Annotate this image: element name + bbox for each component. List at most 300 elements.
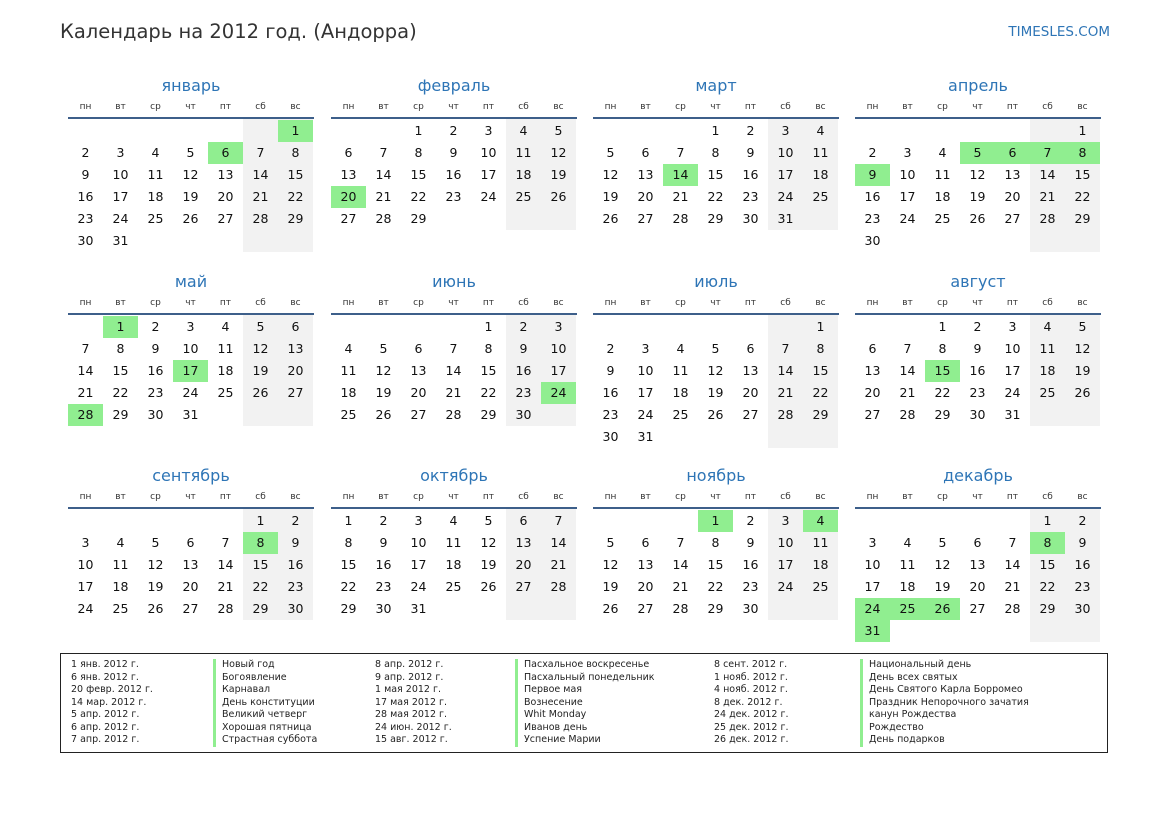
day-cell: 3 bbox=[781, 513, 790, 528]
holiday-day: 9 bbox=[855, 164, 890, 186]
weekday-header: ср bbox=[413, 102, 424, 112]
day-cell: 22 bbox=[934, 385, 951, 400]
day-cell: 28 bbox=[672, 211, 689, 226]
day-cell: 12 bbox=[182, 167, 199, 182]
day-cell: 22 bbox=[410, 189, 427, 204]
day-cell: 18 bbox=[812, 557, 829, 572]
day-cell: 6 bbox=[746, 341, 755, 356]
day-cell: 4 bbox=[676, 341, 685, 356]
day-cell: 25 bbox=[445, 579, 462, 594]
weekday-header: сб bbox=[780, 492, 791, 502]
day-cell: 19 bbox=[252, 363, 269, 378]
day-cell: 13 bbox=[287, 341, 304, 356]
month-name: январь bbox=[161, 76, 221, 95]
weekday-header: пт bbox=[1006, 492, 1019, 502]
day-cell: 1 bbox=[256, 513, 265, 528]
day-cell: 13 bbox=[637, 557, 654, 572]
site-link[interactable]: TIMESLES.COM bbox=[1008, 24, 1110, 40]
day-cell: 13 bbox=[217, 167, 234, 182]
weekday-header: вт bbox=[115, 492, 126, 502]
day-cell: 30 bbox=[1074, 601, 1091, 616]
day-cell: 4 bbox=[519, 123, 528, 138]
day-cell: 4 bbox=[938, 145, 947, 160]
day-cell: 31 bbox=[182, 407, 199, 422]
day-cell: 6 bbox=[344, 145, 353, 160]
day-cell: 24 bbox=[777, 579, 794, 594]
day-cell: 1 bbox=[1078, 123, 1087, 138]
day-cell: 18 bbox=[445, 557, 462, 572]
day-cell: 30 bbox=[602, 429, 619, 444]
day-cell: 17 bbox=[77, 579, 94, 594]
weekday-header: пт bbox=[219, 102, 232, 112]
day-cell: 25 bbox=[340, 407, 357, 422]
day-cell: 16 bbox=[375, 557, 392, 572]
legend-date: 25 дек. 2012 г. bbox=[714, 721, 789, 733]
month-name: июль bbox=[694, 272, 738, 291]
legend-holiday-name: День всех святых bbox=[860, 672, 1029, 685]
day-cell: 19 bbox=[182, 189, 199, 204]
day-cell: 2 bbox=[746, 513, 755, 528]
month-calendar bbox=[855, 466, 1101, 642]
weekday-header: чт bbox=[448, 102, 459, 112]
day-cell: 16 bbox=[287, 557, 304, 572]
day-cell: 12 bbox=[602, 167, 619, 182]
weekday-header: вс bbox=[553, 492, 564, 502]
day-cell: 21 bbox=[77, 385, 94, 400]
day-cell: 20 bbox=[217, 189, 234, 204]
day-cell: 29 bbox=[252, 601, 269, 616]
day-cell: 8 bbox=[816, 341, 825, 356]
weekday-header: сб bbox=[1042, 492, 1053, 502]
weekday-header: вс bbox=[290, 102, 301, 112]
day-cell: 18 bbox=[147, 189, 164, 204]
day-cell: 5 bbox=[938, 535, 947, 550]
day-cell: 18 bbox=[934, 189, 951, 204]
day-cell: 14 bbox=[777, 363, 794, 378]
day-cell: 10 bbox=[550, 341, 567, 356]
holiday-day: 31 bbox=[855, 620, 890, 642]
legend-holiday-name: Whit Monday bbox=[515, 709, 655, 722]
day-cell: 25 bbox=[812, 189, 829, 204]
day-cell: 17 bbox=[777, 167, 794, 182]
weekday-header: сб bbox=[518, 492, 529, 502]
day-cell: 2 bbox=[449, 123, 458, 138]
day-cell: 15 bbox=[1074, 167, 1091, 182]
day-cell: 16 bbox=[515, 363, 532, 378]
weekday-header: чт bbox=[185, 102, 196, 112]
day-cell: 2 bbox=[151, 319, 160, 334]
day-cell: 13 bbox=[637, 167, 654, 182]
weekday-header: пт bbox=[482, 492, 495, 502]
day-cell: 5 bbox=[186, 145, 195, 160]
weekday-header: пт bbox=[482, 102, 495, 112]
day-cell: 6 bbox=[186, 535, 195, 550]
day-cell: 1 bbox=[1043, 513, 1052, 528]
holiday-day: 6 bbox=[208, 142, 243, 164]
day-cell: 2 bbox=[291, 513, 300, 528]
holiday-day: 5 bbox=[960, 142, 995, 164]
day-cell: 30 bbox=[287, 601, 304, 616]
day-cell: 20 bbox=[864, 385, 881, 400]
day-cell: 10 bbox=[637, 363, 654, 378]
month-calendar bbox=[331, 466, 577, 620]
day-cell: 11 bbox=[812, 535, 829, 550]
day-cell: 13 bbox=[864, 363, 881, 378]
weekday-header: чт bbox=[710, 492, 721, 502]
day-cell: 22 bbox=[707, 579, 724, 594]
day-cell: 29 bbox=[287, 211, 304, 226]
day-cell: 9 bbox=[1078, 535, 1087, 550]
day-cell: 23 bbox=[147, 385, 164, 400]
legend-holiday-name: Вознесение bbox=[515, 697, 655, 710]
day-cell: 13 bbox=[340, 167, 357, 182]
weekday-header: сб bbox=[518, 298, 529, 308]
weekday-header: вт bbox=[640, 102, 651, 112]
month-name: май bbox=[174, 272, 208, 291]
day-cell: 16 bbox=[445, 167, 462, 182]
day-cell: 10 bbox=[777, 535, 794, 550]
day-cell: 4 bbox=[151, 145, 160, 160]
legend-date: 24 дек. 2012 г. bbox=[714, 709, 789, 720]
day-cell: 7 bbox=[221, 535, 230, 550]
day-cell: 21 bbox=[375, 189, 392, 204]
month-calendar bbox=[68, 76, 314, 252]
day-cell: 27 bbox=[637, 601, 654, 616]
day-cell: 7 bbox=[676, 145, 685, 160]
day-cell: 27 bbox=[864, 407, 881, 422]
weekday-header: вт bbox=[902, 102, 913, 112]
day-cell: 10 bbox=[112, 167, 129, 182]
day-cell: 11 bbox=[1039, 341, 1056, 356]
holiday-day: 24 bbox=[855, 598, 890, 620]
day-cell: 16 bbox=[147, 363, 164, 378]
day-cell: 29 bbox=[707, 601, 724, 616]
day-cell: 5 bbox=[554, 123, 563, 138]
legend-date: 5 апр. 2012 г. bbox=[71, 709, 140, 720]
day-cell: 24 bbox=[77, 601, 94, 616]
day-cell: 28 bbox=[445, 407, 462, 422]
day-cell: 6 bbox=[291, 319, 300, 334]
legend-date: 1 нояб. 2012 г. bbox=[714, 671, 788, 683]
day-cell: 19 bbox=[707, 385, 724, 400]
day-cell: 15 bbox=[252, 557, 269, 572]
day-cell: 12 bbox=[147, 557, 164, 572]
month-calendar bbox=[593, 272, 839, 448]
day-cell: 20 bbox=[969, 579, 986, 594]
weekday-header: чт bbox=[448, 298, 459, 308]
day-cell: 31 bbox=[637, 429, 654, 444]
legend-date-column bbox=[71, 659, 153, 747]
legend-date: 8 сент. 2012 г. bbox=[714, 659, 788, 670]
weekday-header: пт bbox=[744, 492, 757, 502]
day-cell: 12 bbox=[480, 535, 497, 550]
day-cell: 23 bbox=[1074, 579, 1091, 594]
day-cell: 3 bbox=[781, 123, 790, 138]
day-cell: 2 bbox=[81, 145, 90, 160]
day-cell: 13 bbox=[742, 363, 759, 378]
legend-holiday-name: День Святого Карла Борромео bbox=[860, 684, 1029, 697]
day-cell: 29 bbox=[1039, 601, 1056, 616]
day-cell: 9 bbox=[449, 145, 458, 160]
day-cell: 27 bbox=[637, 211, 654, 226]
weekday-header: ср bbox=[150, 492, 161, 502]
legend-date: 1 янв. 2012 г. bbox=[71, 659, 139, 670]
day-cell: 22 bbox=[112, 385, 129, 400]
day-cell: 23 bbox=[375, 579, 392, 594]
day-cell: 17 bbox=[410, 557, 427, 572]
month-name: август bbox=[950, 272, 1006, 291]
day-cell: 27 bbox=[217, 211, 234, 226]
day-cell: 25 bbox=[147, 211, 164, 226]
day-cell: 21 bbox=[1039, 189, 1056, 204]
weekday-header: пн bbox=[604, 492, 617, 502]
day-cell: 11 bbox=[112, 557, 129, 572]
day-cell: 24 bbox=[1004, 385, 1021, 400]
day-cell: 29 bbox=[707, 211, 724, 226]
day-cell: 28 bbox=[550, 579, 567, 594]
day-cell: 29 bbox=[112, 407, 129, 422]
weekday-header: вс bbox=[1077, 298, 1088, 308]
day-cell: 7 bbox=[554, 513, 563, 528]
day-cell: 15 bbox=[480, 363, 497, 378]
day-cell: 9 bbox=[151, 341, 160, 356]
day-cell: 27 bbox=[969, 601, 986, 616]
day-cell: 9 bbox=[973, 341, 982, 356]
weekday-header: вс bbox=[290, 492, 301, 502]
holiday-day: 17 bbox=[173, 360, 208, 382]
day-cell: 26 bbox=[147, 601, 164, 616]
day-cell: 17 bbox=[899, 189, 916, 204]
holiday-day: 1 bbox=[698, 510, 733, 532]
day-cell: 30 bbox=[742, 601, 759, 616]
day-cell: 11 bbox=[672, 363, 689, 378]
weekday-header: сб bbox=[1042, 102, 1053, 112]
legend-holiday-name: канун Рождества bbox=[860, 709, 1029, 722]
day-cell: 17 bbox=[112, 189, 129, 204]
day-cell: 6 bbox=[868, 341, 877, 356]
legend-holiday-name: Великий четверг bbox=[213, 709, 317, 722]
day-cell: 23 bbox=[287, 579, 304, 594]
day-cell: 19 bbox=[550, 167, 567, 182]
day-cell: 28 bbox=[375, 211, 392, 226]
day-cell: 13 bbox=[969, 557, 986, 572]
day-cell: 12 bbox=[707, 363, 724, 378]
day-cell: 14 bbox=[1039, 167, 1056, 182]
month-name: октябрь bbox=[420, 466, 488, 485]
legend-holiday-name: Первое мая bbox=[515, 684, 655, 697]
holiday-day: 14 bbox=[663, 164, 698, 186]
day-cell: 27 bbox=[287, 385, 304, 400]
day-cell: 10 bbox=[410, 535, 427, 550]
day-cell: 2 bbox=[868, 145, 877, 160]
weekday-header: ср bbox=[675, 102, 686, 112]
day-cell: 1 bbox=[938, 319, 947, 334]
day-cell: 22 bbox=[252, 579, 269, 594]
day-cell: 30 bbox=[375, 601, 392, 616]
day-cell: 27 bbox=[182, 601, 199, 616]
day-cell: 5 bbox=[484, 513, 493, 528]
legend-date: 17 мая 2012 г. bbox=[375, 696, 448, 708]
holiday-day: 4 bbox=[803, 510, 838, 532]
day-cell: 19 bbox=[1074, 363, 1091, 378]
holiday-day: 20 bbox=[331, 186, 366, 208]
day-cell: 22 bbox=[287, 189, 304, 204]
day-cell: 23 bbox=[742, 189, 759, 204]
weekday-header: чт bbox=[710, 102, 721, 112]
day-cell: 7 bbox=[903, 341, 912, 356]
day-cell: 23 bbox=[515, 385, 532, 400]
day-cell: 18 bbox=[812, 167, 829, 182]
day-cell: 14 bbox=[672, 557, 689, 572]
day-cell: 20 bbox=[182, 579, 199, 594]
holiday-legend bbox=[60, 653, 1108, 753]
day-cell: 2 bbox=[1078, 513, 1087, 528]
day-cell: 31 bbox=[1004, 407, 1021, 422]
day-cell: 28 bbox=[672, 601, 689, 616]
weekday-header: вт bbox=[640, 492, 651, 502]
month-name: апрель bbox=[948, 76, 1008, 95]
day-cell: 25 bbox=[112, 601, 129, 616]
day-cell: 19 bbox=[147, 579, 164, 594]
weekday-header: ср bbox=[937, 492, 948, 502]
day-cell: 21 bbox=[899, 385, 916, 400]
day-cell: 25 bbox=[672, 407, 689, 422]
holiday-day: 15 bbox=[925, 360, 960, 382]
day-cell: 2 bbox=[746, 123, 755, 138]
day-cell: 25 bbox=[515, 189, 532, 204]
day-cell: 10 bbox=[182, 341, 199, 356]
legend-date: 6 янв. 2012 г. bbox=[71, 671, 139, 683]
day-cell: 7 bbox=[256, 145, 265, 160]
day-cell: 8 bbox=[414, 145, 423, 160]
day-cell: 8 bbox=[344, 535, 353, 550]
day-cell: 15 bbox=[1039, 557, 1056, 572]
legend-name-column bbox=[860, 659, 1029, 747]
day-cell: 4 bbox=[1043, 319, 1052, 334]
day-cell: 23 bbox=[864, 211, 881, 226]
day-cell: 26 bbox=[550, 189, 567, 204]
day-cell: 4 bbox=[116, 535, 125, 550]
day-cell: 26 bbox=[969, 211, 986, 226]
legend-holiday-name: День конституции bbox=[213, 697, 317, 710]
day-cell: 31 bbox=[777, 211, 794, 226]
day-cell: 19 bbox=[934, 579, 951, 594]
weekday-header: пн bbox=[342, 492, 355, 502]
legend-date: 6 апр. 2012 г. bbox=[71, 721, 140, 733]
day-cell: 1 bbox=[414, 123, 423, 138]
weekday-header: ср bbox=[675, 492, 686, 502]
day-cell: 19 bbox=[480, 557, 497, 572]
day-cell: 13 bbox=[410, 363, 427, 378]
day-cell: 9 bbox=[81, 167, 90, 182]
day-cell: 20 bbox=[515, 557, 532, 572]
day-cell: 18 bbox=[340, 385, 357, 400]
day-cell: 17 bbox=[480, 167, 497, 182]
weekday-header: пн bbox=[79, 102, 92, 112]
legend-date: 28 мая 2012 г. bbox=[375, 709, 448, 720]
day-cell: 23 bbox=[969, 385, 986, 400]
day-cell: 18 bbox=[217, 363, 234, 378]
month-calendar bbox=[68, 466, 314, 620]
weekday-header: чт bbox=[972, 492, 983, 502]
weekday-header: вт bbox=[902, 298, 913, 308]
weekday-header: ср bbox=[413, 492, 424, 502]
day-cell: 2 bbox=[973, 319, 982, 334]
day-cell: 21 bbox=[777, 385, 794, 400]
day-cell: 7 bbox=[81, 341, 90, 356]
weekday-header: сб bbox=[255, 102, 266, 112]
legend-date-column bbox=[375, 659, 452, 747]
legend-holiday-name: Новый год bbox=[213, 659, 317, 672]
weekday-header: чт bbox=[185, 492, 196, 502]
legend-date: 1 мая 2012 г. bbox=[375, 684, 441, 695]
holiday-day: 6 bbox=[995, 142, 1030, 164]
legend-holiday-name: Богоявление bbox=[213, 672, 317, 685]
holiday-day: 1 bbox=[278, 120, 313, 142]
day-cell: 30 bbox=[742, 211, 759, 226]
month-calendar bbox=[331, 272, 577, 426]
weekday-header: пн bbox=[79, 298, 92, 308]
weekday-header: пн bbox=[79, 492, 92, 502]
day-cell: 11 bbox=[515, 145, 532, 160]
day-cell: 23 bbox=[445, 189, 462, 204]
weekday-header: пн bbox=[342, 298, 355, 308]
day-cell: 22 bbox=[812, 385, 829, 400]
month-name: март bbox=[695, 76, 737, 95]
weekday-header: вт bbox=[378, 492, 389, 502]
day-cell: 26 bbox=[602, 601, 619, 616]
day-cell: 16 bbox=[969, 363, 986, 378]
weekday-header: чт bbox=[710, 298, 721, 308]
legend-holiday-name: Хорошая пятница bbox=[213, 722, 317, 735]
legend-holiday-name: Праздник Непорочного зачатия bbox=[860, 697, 1029, 710]
day-cell: 6 bbox=[973, 535, 982, 550]
legend-date: 20 февр. 2012 г. bbox=[71, 684, 153, 695]
day-cell: 16 bbox=[742, 167, 759, 182]
day-cell: 4 bbox=[344, 341, 353, 356]
holiday-day: 7 bbox=[1030, 142, 1065, 164]
day-cell: 14 bbox=[217, 557, 234, 572]
holiday-day: 26 bbox=[925, 598, 960, 620]
legend-date: 9 апр. 2012 г. bbox=[375, 671, 444, 683]
day-cell: 5 bbox=[256, 319, 265, 334]
day-cell: 22 bbox=[1074, 189, 1091, 204]
day-cell: 4 bbox=[221, 319, 230, 334]
day-cell: 10 bbox=[77, 557, 94, 572]
day-cell: 26 bbox=[375, 407, 392, 422]
weekday-header: вс bbox=[1077, 492, 1088, 502]
day-cell: 8 bbox=[938, 341, 947, 356]
day-cell: 20 bbox=[410, 385, 427, 400]
legend-date: 8 апр. 2012 г. bbox=[375, 659, 444, 670]
day-cell: 12 bbox=[969, 167, 986, 182]
month-calendar bbox=[855, 272, 1101, 426]
weekday-header: ср bbox=[150, 298, 161, 308]
day-cell: 25 bbox=[934, 211, 951, 226]
day-cell: 9 bbox=[746, 535, 755, 550]
holiday-day: 8 bbox=[1030, 532, 1065, 554]
day-cell: 26 bbox=[252, 385, 269, 400]
day-cell: 20 bbox=[1004, 189, 1021, 204]
day-cell: 16 bbox=[1074, 557, 1091, 572]
day-cell: 11 bbox=[445, 535, 462, 550]
day-cell: 4 bbox=[449, 513, 458, 528]
day-cell: 2 bbox=[379, 513, 388, 528]
day-cell: 5 bbox=[151, 535, 160, 550]
day-cell: 7 bbox=[781, 341, 790, 356]
weekday-header: вт bbox=[902, 492, 913, 502]
day-cell: 21 bbox=[217, 579, 234, 594]
